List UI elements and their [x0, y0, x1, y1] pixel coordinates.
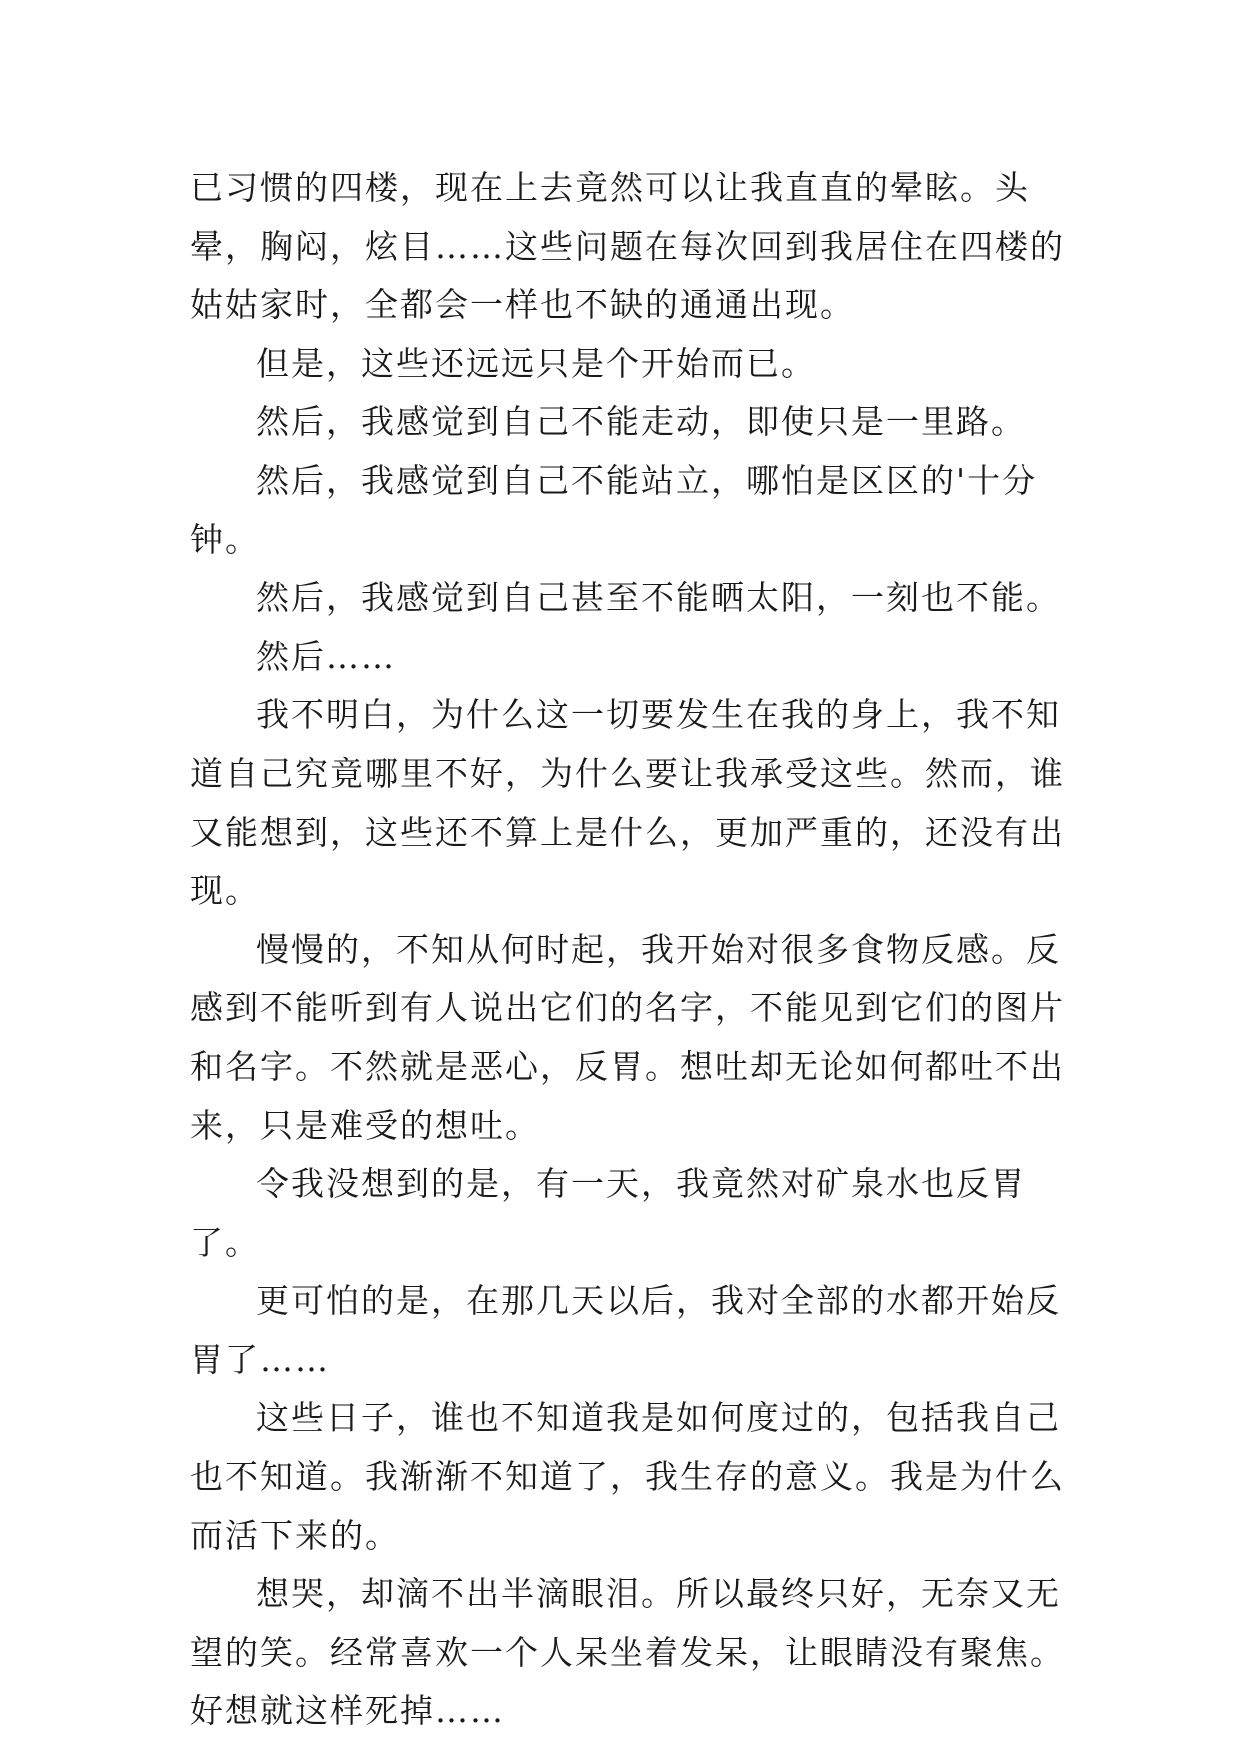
- body-text: [190, 159, 1090, 1741]
- paragraph: 然后，我感觉到自己甚至不能晒太阳，一刻也不能。: [256, 578, 1061, 618]
- paragraph: 慢慢的，不知从何时起，我开始对很多食物反感。反感到不能听到有人说出它们的名字，不能见到它们的图片和名字。不然就是恶心，反胃。想吐却无论如何都吐不出来，只是难受的想吐。: [190, 929, 1065, 1145]
- paragraph: 这些日子，谁也不知道我是如何度过的，包括我自己也不知道。我渐渐不知道了，我生存的意义。我是为什么而活下来的。: [190, 1398, 1065, 1555]
- paragraph: 然后，我感觉到自己不能站立，哪怕是区区的'十分钟。: [190, 460, 1038, 559]
- paragraph: 已习惯的四楼，现在上去竟然可以让我直直的晕眩。头晕，胸闷，炫目……这些问题在每次回到我居住在四楼的姑姑家时，全都会一样也不缺的通通出现。: [190, 168, 1065, 325]
- paragraph: 但是，这些还远远只是个开始而已。: [256, 343, 816, 383]
- paragraph: 然后……: [256, 636, 396, 676]
- paragraph: 令我没想到的是，有一天，我竟然对矿泉水也反胃了。: [190, 1164, 1026, 1262]
- paragraph: 然后，我感觉到自己不能走动，即使只是一里路。: [256, 402, 1026, 442]
- paragraph: 我不明白，为什么这一切要发生在我的身上，我不知道自己究竟哪里不好，为什么要让我承受这些。然而，谁又能想到，这些还不算上是什么，更加严重的，还没有出现。: [190, 695, 1065, 911]
- paragraph: 想哭，却滴不出半滴眼泪。所以最终只好，无奈又无望的笑。经常喜欢一个人呆坐着发呆，让眼睛没有聚焦。好想就这样死掉……: [190, 1574, 1065, 1731]
- paragraph: 更可怕的是，在那几天以后，我对全部的水都开始反胃了……: [190, 1281, 1061, 1379]
